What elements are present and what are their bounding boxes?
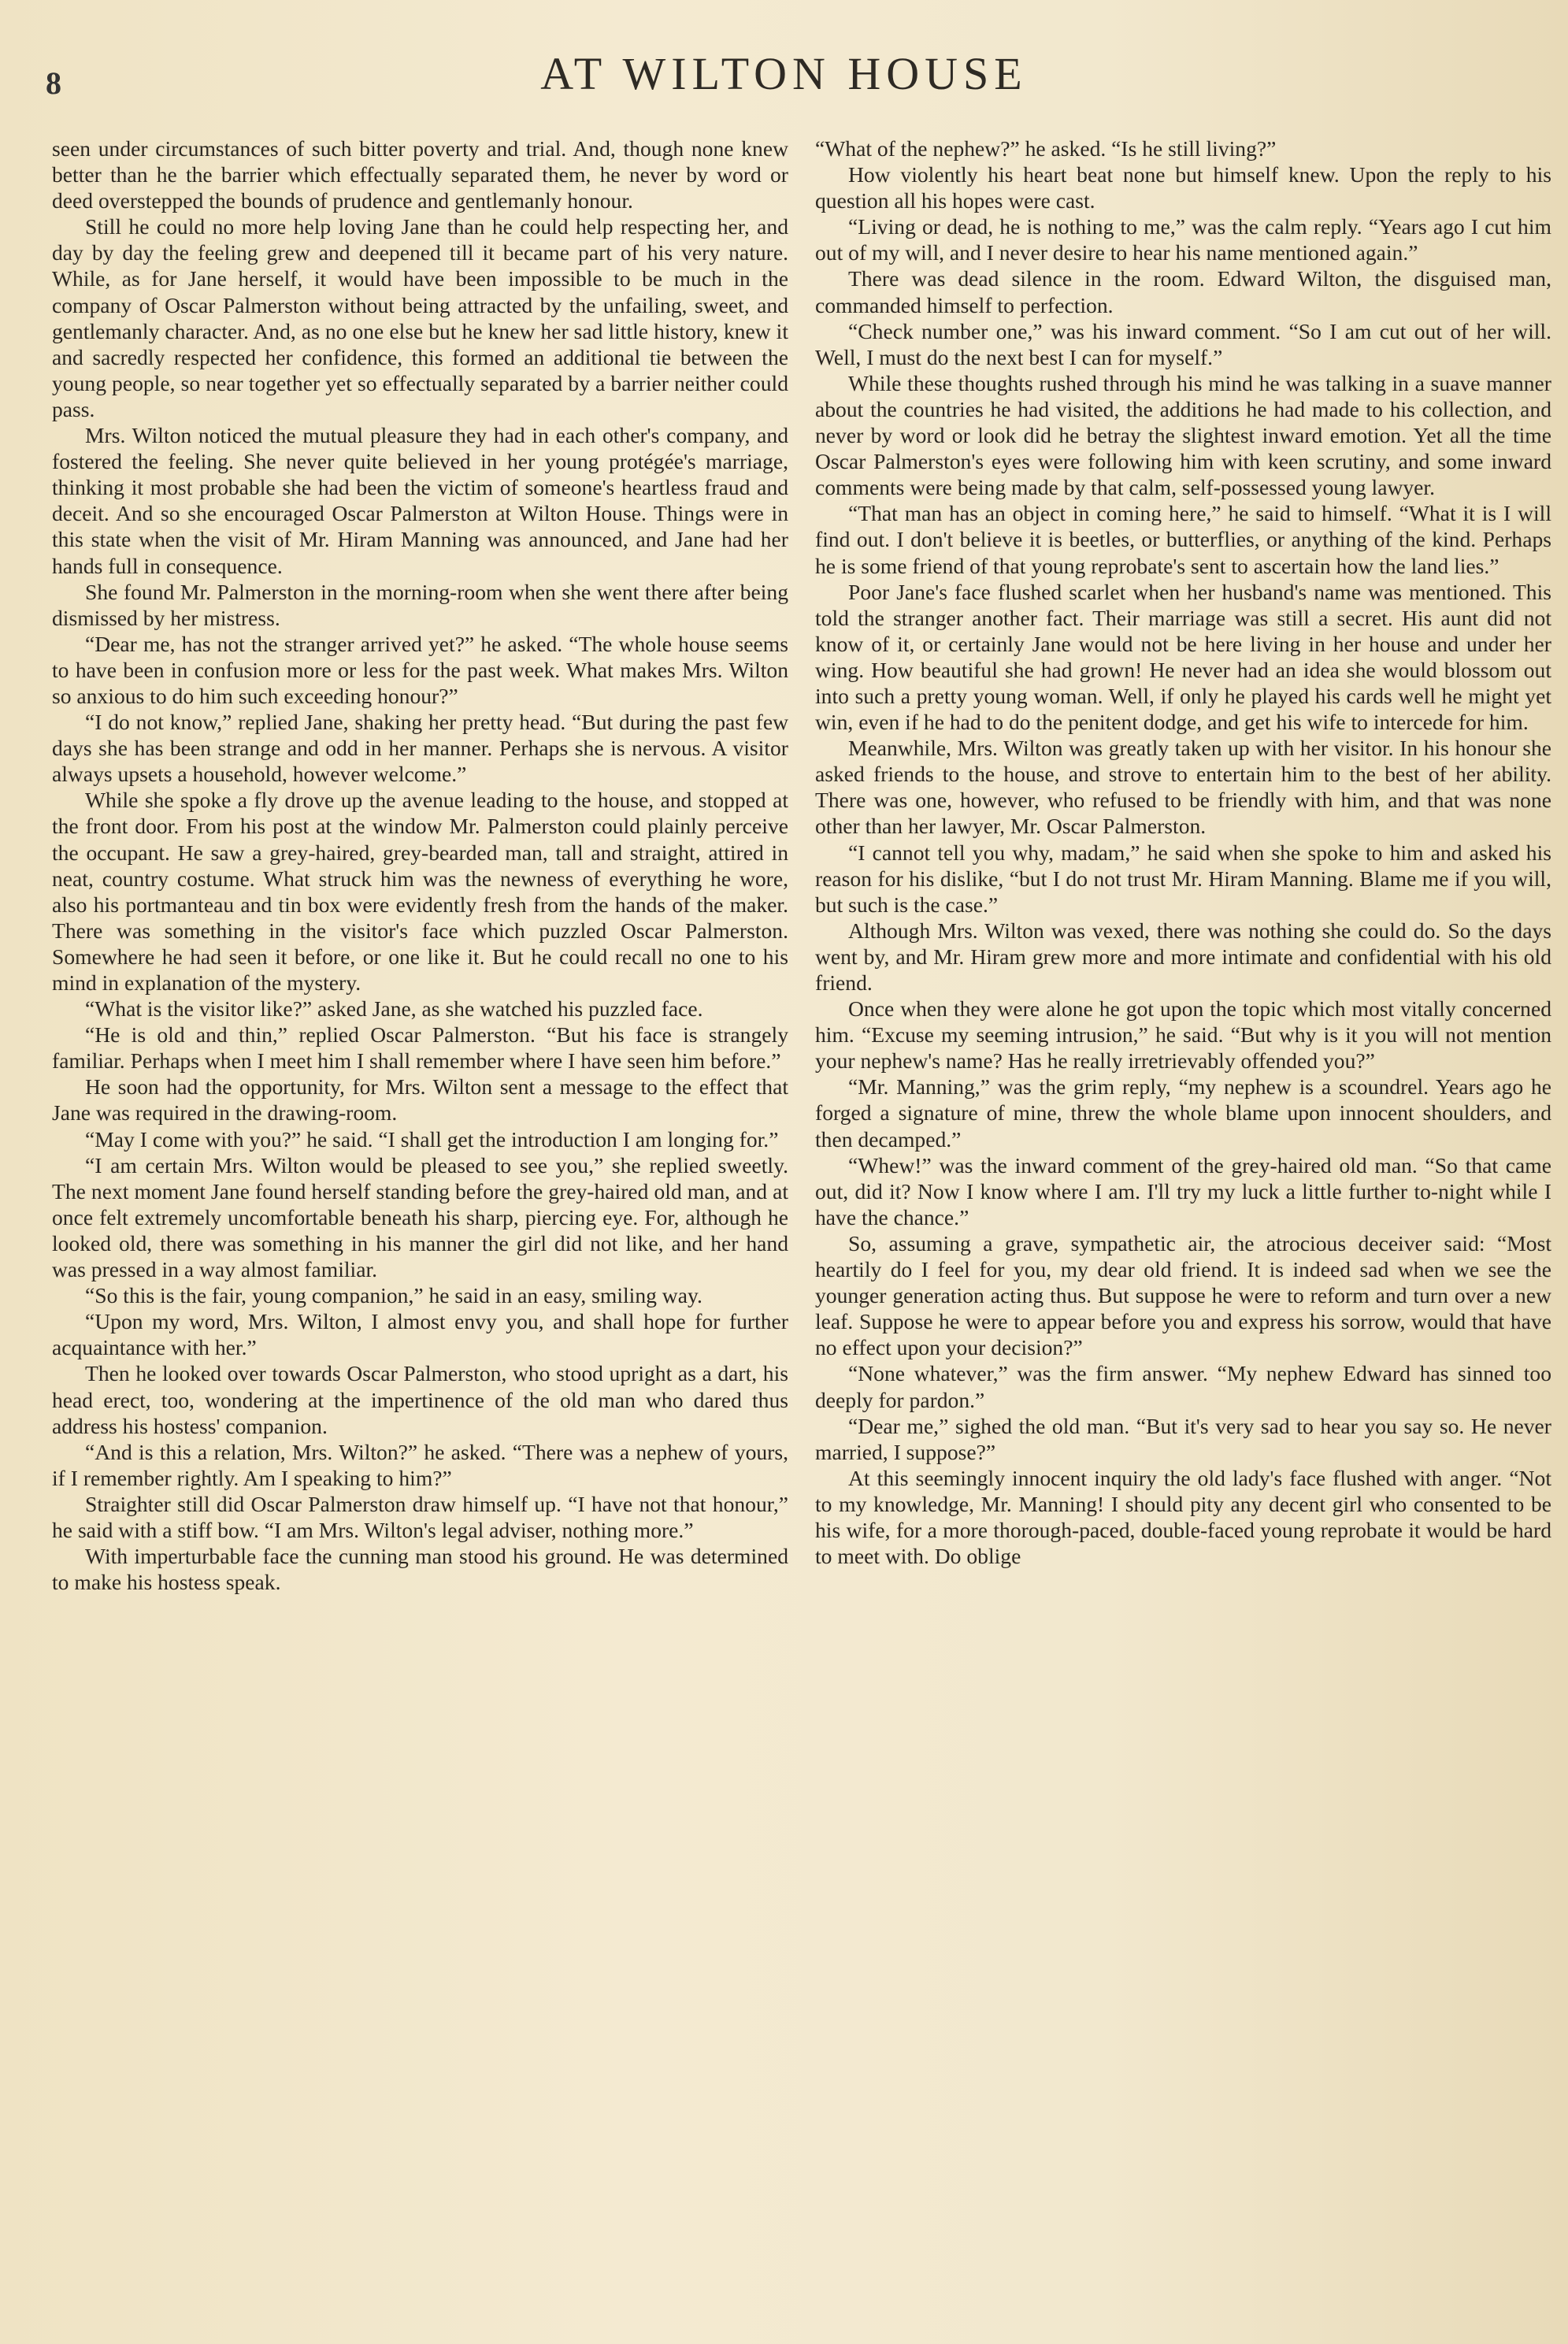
paragraph: “Upon my word, Mrs. Wilton, I almost envy you, and shall hope for further acquaintance with her.” — [52, 1309, 788, 1360]
left-column — [52, 135, 788, 1595]
paragraph: Then he looked over towards Oscar Palmerston, who stood upright as a dart, his head erect, too, wondering at the impertinence of the old man who dared thus address his hostess' companion. — [52, 1361, 788, 1438]
paragraph: At this seemingly innocent inquiry the old lady's face flushed with anger. “Not to my knowledge, Mr. Manning! I should pity any decent girl who consented to be his wife, for a more thorough-paced, double-faced young reprobate it would be hard to meet with. Do oblige — [815, 1465, 1551, 1569]
paragraph: Meanwhile, Mrs. Wilton was greatly taken up with her visitor. In his honour she asked friends to the house, and strove to entertain him to the best of her ability. There was one, however, who refused to be friendly with him, and that was none other than her lawyer, Mr. Oscar Palmerston. — [815, 736, 1551, 839]
paragraph: “Mr. Manning,” was the grim reply, “my nephew is a scoundrel. Years ago he forged a signature of mine, threw the whole blame upon innocent shoulders, and then decamped.” — [815, 1074, 1551, 1152]
paragraph: “Check number one,” was his inward comment. “So I am cut out of her will. Well, I must do the next best I can for myself.” — [815, 318, 1551, 369]
paragraph: “Whew!” was the inward comment of the grey-haired old man. “So that came out, did it? Now I know where I am. I'll try my luck a little further to-night while I have the chance.” — [815, 1152, 1551, 1229]
paragraph: “May I come with you?” he said. “I shall get the introduction I am longing for.” — [85, 1126, 779, 1152]
paragraph: “I do not know,” replied Jane, shaking her pretty head. “But during the past few days she has been strange and odd in her manner. Perhaps she is nervous. A visitor always upsets a household, however welcome.” — [52, 710, 788, 787]
paragraph: With imperturbable face the cunning man stood his ground. He was determined to make his hostess speak. — [52, 1544, 788, 1595]
paragraph: “Living or dead, he is nothing to me,” was the calm reply. “Years ago I cut him out of my will, and I never desire to hear his name mentioned again.” — [815, 214, 1551, 265]
running-title: AT WILTON HOUSE — [540, 48, 1028, 99]
paragraph: “What of the nephew?” he asked. “Is he still living?” — [815, 136, 1277, 161]
paragraph: Poor Jane's face flushed scarlet when her husband's name was mentioned. This told the stranger another fact. Their marriage was still a secret. His aunt did not know of it, or certainly Jane would not be here living in her house and under her wing. How beautiful she had grown! He never had an idea she would blossom out into such a pretty young woman. Well, if only he played his cards well he might yet win, even if he had to do the penitent dodge, and get his wife to intercede for him. — [815, 579, 1551, 735]
paragraph: Once when they were alone he got upon the topic which most vitally concerned him. “Excuse my seeming intrusion,” he said. “But why is it you will not mention your nephew's name? Has he really irretrievably offended you?” — [815, 996, 1551, 1074]
paragraph: “He is old and thin,” replied Oscar Palmerston. “But his face is strangely familiar. Perhaps when I meet him I shall remember where I have seen him before.” — [52, 1022, 788, 1074]
paragraph: “None whatever,” was the firm answer. “My nephew Edward has sinned too deeply for pardon.” — [815, 1361, 1551, 1412]
paragraph: Mrs. Wilton noticed the mutual pleasure they had in each other's company, and fostered the feeling. She never quite believed in her young protégée's marriage, thinking it most probable she had been the victim of someone's heartless fraud and deceit. And so she encouraged Oscar Palmerston at Wilton House. Things were in this state when the visit of Mr. Hiram Manning was announced, and Jane had her hands full in consequence. — [52, 423, 788, 578]
paragraph: While she spoke a fly drove up the avenue leading to the house, and stopped at the front door. From his post at the window Mr. Palmerston could plainly perceive the occupant. He saw a grey-haired, grey-bearded man, tall and straight, attired in neat, country costume. What struck him was the newness of everything he wore, also his portmanteau and tin box were evidently fresh from the hands of the maker. There was something in the visitor's face which puzzled Oscar Palmerston. Somewhere he had seen it before, or one like it. But he could recall no one to his mind in explanation of the mystery. — [52, 788, 788, 995]
paragraph: “Dear me, has not the stranger arrived yet?” he asked. “The whole house seems to have been in confusion more or less for the past week. What makes Mrs. Wilton so anxious to do him such exceeding honour?” — [52, 631, 788, 708]
right-column — [815, 135, 1551, 1569]
paragraph: He soon had the opportunity, for Mrs. Wilton sent a message to the effect that Jane was required in the drawing-room. — [52, 1074, 788, 1126]
paragraph: How violently his heart beat none but himself knew. Upon the reply to his question all his hopes were cast. — [815, 162, 1551, 213]
paragraph: “So this is the fair, young companion,” he said in an easy, smiling way. — [85, 1283, 702, 1308]
paragraph: seen under circumstances of such bitter poverty and trial. And, though none knew better than he the barrier which effectually separated them, he never by word or deed overstepped the bounds of prudence and gentlemanly honour. — [52, 136, 788, 213]
page-number: 8 — [46, 65, 61, 101]
paragraph: Although Mrs. Wilton was vexed, there was nothing she could do. So the days went by, and Mr. Hiram grew more and more intimate and confidential with his old friend. — [815, 918, 1551, 995]
paragraph: She found Mr. Palmerston in the morning-room when she went there after being dismissed by her mistress. — [52, 579, 788, 630]
paragraph: “I cannot tell you why, madam,” he said when she spoke to him and asked his reason for his dislike, “but I do not trust Mr. Hiram Manning. Blame me if you will, but such is the case.” — [815, 840, 1551, 917]
paragraph: “Dear me,” sighed the old man. “But it's very sad to hear you say so. He never married, I suppose?” — [815, 1413, 1551, 1464]
paragraph: “What is the visitor like?” asked Jane, as she watched his puzzled face. — [85, 996, 703, 1022]
paragraph: Still he could no more help loving Jane than he could help respecting her, and day by day the feeling grew and deepened till it became part of his very nature. While, as for Jane herself, it would have been impossible to be much in the company of Oscar Palmerston without being attracted by the unfailing, sweet, and gentlemanly character. And, as no one else but he knew her sad little history, knew it and sacredly respected her confidence, this formed an additional tie between the young people, so near together yet so effectually separated by a barrier neither could pass. — [52, 214, 788, 421]
paragraph: Straighter still did Oscar Palmerston draw himself up. “I have not that honour,” he said with a stiff bow. “I am Mrs. Wilton's legal adviser, nothing more.” — [52, 1491, 788, 1542]
paragraph: So, assuming a grave, sympathetic air, the atrocious deceiver said: “Most heartily do I feel for you, my dear old friend. It is indeed sad when we see the younger generation acting thus. But suppose he were to reform and turn over a new leaf. Suppose he were to appear before you and express his sorrow, would that have no effect upon your decision?” — [815, 1230, 1551, 1360]
paragraph: “And is this a relation, Mrs. Wilton?” he asked. “There was a nephew of yours, if I remember rightly. Am I speaking to him?” — [52, 1439, 788, 1490]
paragraph: “I am certain Mrs. Wilton would be pleased to see you,” she replied sweetly. The next moment Jane found herself standing before the grey-haired old man, and at once felt extremely uncomfortable beneath his sharp, piercing eye. For, although he looked old, there was something in his manner the girl did not like, and her hand was pressed in a way almost familiar. — [52, 1152, 788, 1282]
paragraph: While these thoughts rushed through his mind he was talking in a suave manner about the countries he had visited, the additions he had made to his collection, and never by word or look did he betray the slightest inward emotion. Yet all the time Oscar Palmerston's eyes were following him with keen scrutiny, and some inward comments were being made by that calm, self-possessed young lawyer. — [815, 370, 1551, 500]
paragraph: “That man has an object in coming here,” he said to himself. “What it is I will find out. I don't believe it is beetles, or butterflies, or anything of the kind. Perhaps he is some friend of that young reprobate's sent to ascertain how the land lies.” — [815, 501, 1551, 578]
paragraph: There was dead silence in the room. Edward Wilton, the disguised man, commanded himself to perfection. — [815, 266, 1551, 317]
